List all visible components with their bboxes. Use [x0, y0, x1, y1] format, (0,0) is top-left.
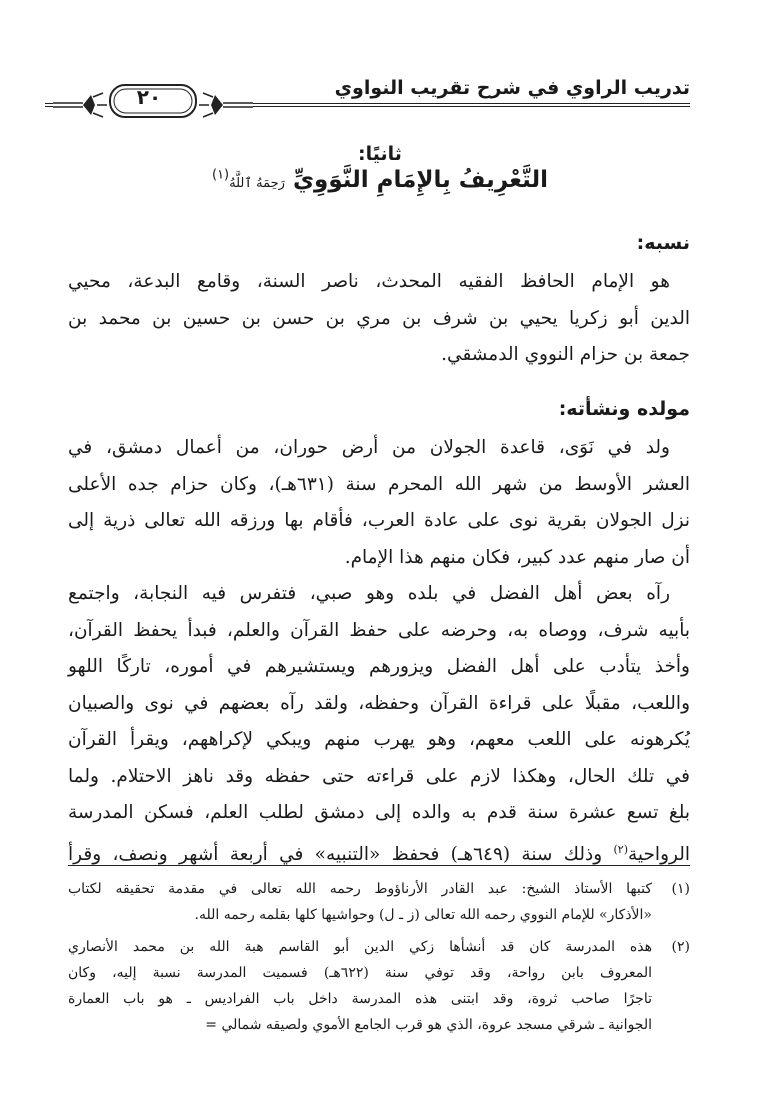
text-line: ولد في نَوَى، قاعدة الجولان من أرض حوران، من أعمال دمشق، في	[68, 437, 670, 458]
nasab-paragraph	[68, 264, 690, 374]
footnote-2	[68, 934, 690, 1038]
text-line: نزل الجولان بقرية نوى على عادة العرب، فأقام بها ورزقه الله تعالى ذرية إلى	[68, 510, 690, 531]
honorific: رَحِمَهُ ٱللَّهُ	[229, 176, 285, 191]
text-line: وأخذ يتأدب على أهل الفضل ويزورهم ويستشيرهم في أموره، تاركًا اللهو	[68, 656, 690, 677]
book-title: تدريب الراوي في شرح تقريب النواوي	[327, 77, 690, 99]
footnote-line: هذه المدرسة كان قد أنشأها زكي الدين أبو القاسم هبة الله بن محمد الأنصاري	[68, 939, 652, 955]
text-line: الدين أبو زكريا يحيي بن شرف بن مري بن حسن بن حسين بن محمد بن	[68, 307, 690, 329]
footnote-line: كتبها الأستاذ الشيخ: عبد القادر الأرناؤوط رحمه الله تعالى في مقدمة تحقيقه لكتاب	[68, 881, 652, 897]
text-fragment: وذلك سنة (٦٤٩هـ) فحفظ «التنبيه» في أربعة أشهر ونصف، وقرأ	[68, 843, 614, 865]
text-line: رآه بعض أهل الفضل في بلده وهو صبي، فتفرس فيه النجابة، واجتمع	[68, 583, 670, 604]
footnote-line: تاجرًا صاحب ثروة، وقد ابتنى هذه المدرسة داخل باب الفراديس ـ هو باب العمارة	[68, 991, 652, 1007]
footnote-number: (٢)	[671, 939, 690, 955]
text-line: أن صار منهم عدد كبير، فكان منهم هذا الإمام.	[344, 546, 690, 568]
text-line: هو الإمام الحافظ الفقيه المحدث، ناصر السنة، وقامع البدعة، محيي	[68, 271, 670, 292]
footnote-body	[68, 934, 652, 1038]
text-fragment: الرواحية	[628, 843, 690, 865]
text-line: في تلك الحال، وهكذا لازم على قراءته حتى حفظه وقد ناهز الاحتلام. ولما	[68, 765, 690, 787]
footnote-line: الجوانية ـ شرقي مسجد عروة، الذي هو قرب الجامع الأموي ولصيقه شمالي =	[205, 1017, 652, 1033]
mawlid-heading: مولده ونشأته:	[558, 398, 690, 420]
footnote-divider	[68, 865, 690, 866]
text-line: يُكرهونه على اللعب معهم، وهو يهرب منهم ويبكي لإكراههم، ويقرأ القرآن	[68, 729, 690, 750]
footnote-line: المعروف بابن رواحة، وقد توفي سنة (٦٢٢هـ) فسميت المدرسة نسبة إليه، وكان	[68, 965, 652, 981]
footnote-ref-1: (١)	[211, 167, 230, 183]
footnote-line: «الأذكار» للإمام النووي رحمه الله تعالى (ز ـ ل) وحواشيها كلها بقلمه رحمه الله.	[194, 907, 652, 923]
text-line: بأبيه شرف، ووصاه به، وحرضه على حفظ القرآن والعلم، فبدأ يحفظ القرآن،	[68, 619, 690, 641]
section-label: ثانيًا:	[358, 143, 402, 165]
running-header	[45, 75, 690, 119]
footnote-ref-2: (٢)	[613, 842, 628, 856]
section-title-text: التَّعْرِيفُ بِالإِمَامِ النَّوَوِيِّ	[292, 167, 549, 193]
footnote-1	[68, 876, 690, 928]
text-line: جمعة بن حزام النووي الدمشقي.	[441, 344, 690, 365]
page-number: ٢٠	[136, 85, 162, 109]
text-line	[68, 832, 690, 874]
text-line: العشر الأوسط من شهر الله المحرم سنة (٦٣١هـ)، وكان حزام جده الأعلى	[68, 473, 691, 495]
text-line: واللعب، مقبلًا على قراءة القرآن وحفظه، ولقد رآه بعضهم في نوى والصبيان	[68, 692, 690, 714]
footnote-number: (١)	[671, 881, 690, 897]
section-title	[0, 167, 760, 193]
text-line: بلغ تسع عشرة سنة قدم به والده إلى دمشق لطلب العلم، فسكن المدرسة	[68, 802, 690, 823]
footnote-body	[68, 876, 652, 928]
nasab-heading: نسبه:	[636, 232, 690, 254]
mawlid-paragraph-2	[68, 576, 690, 873]
mawlid-paragraph-1	[68, 430, 690, 576]
